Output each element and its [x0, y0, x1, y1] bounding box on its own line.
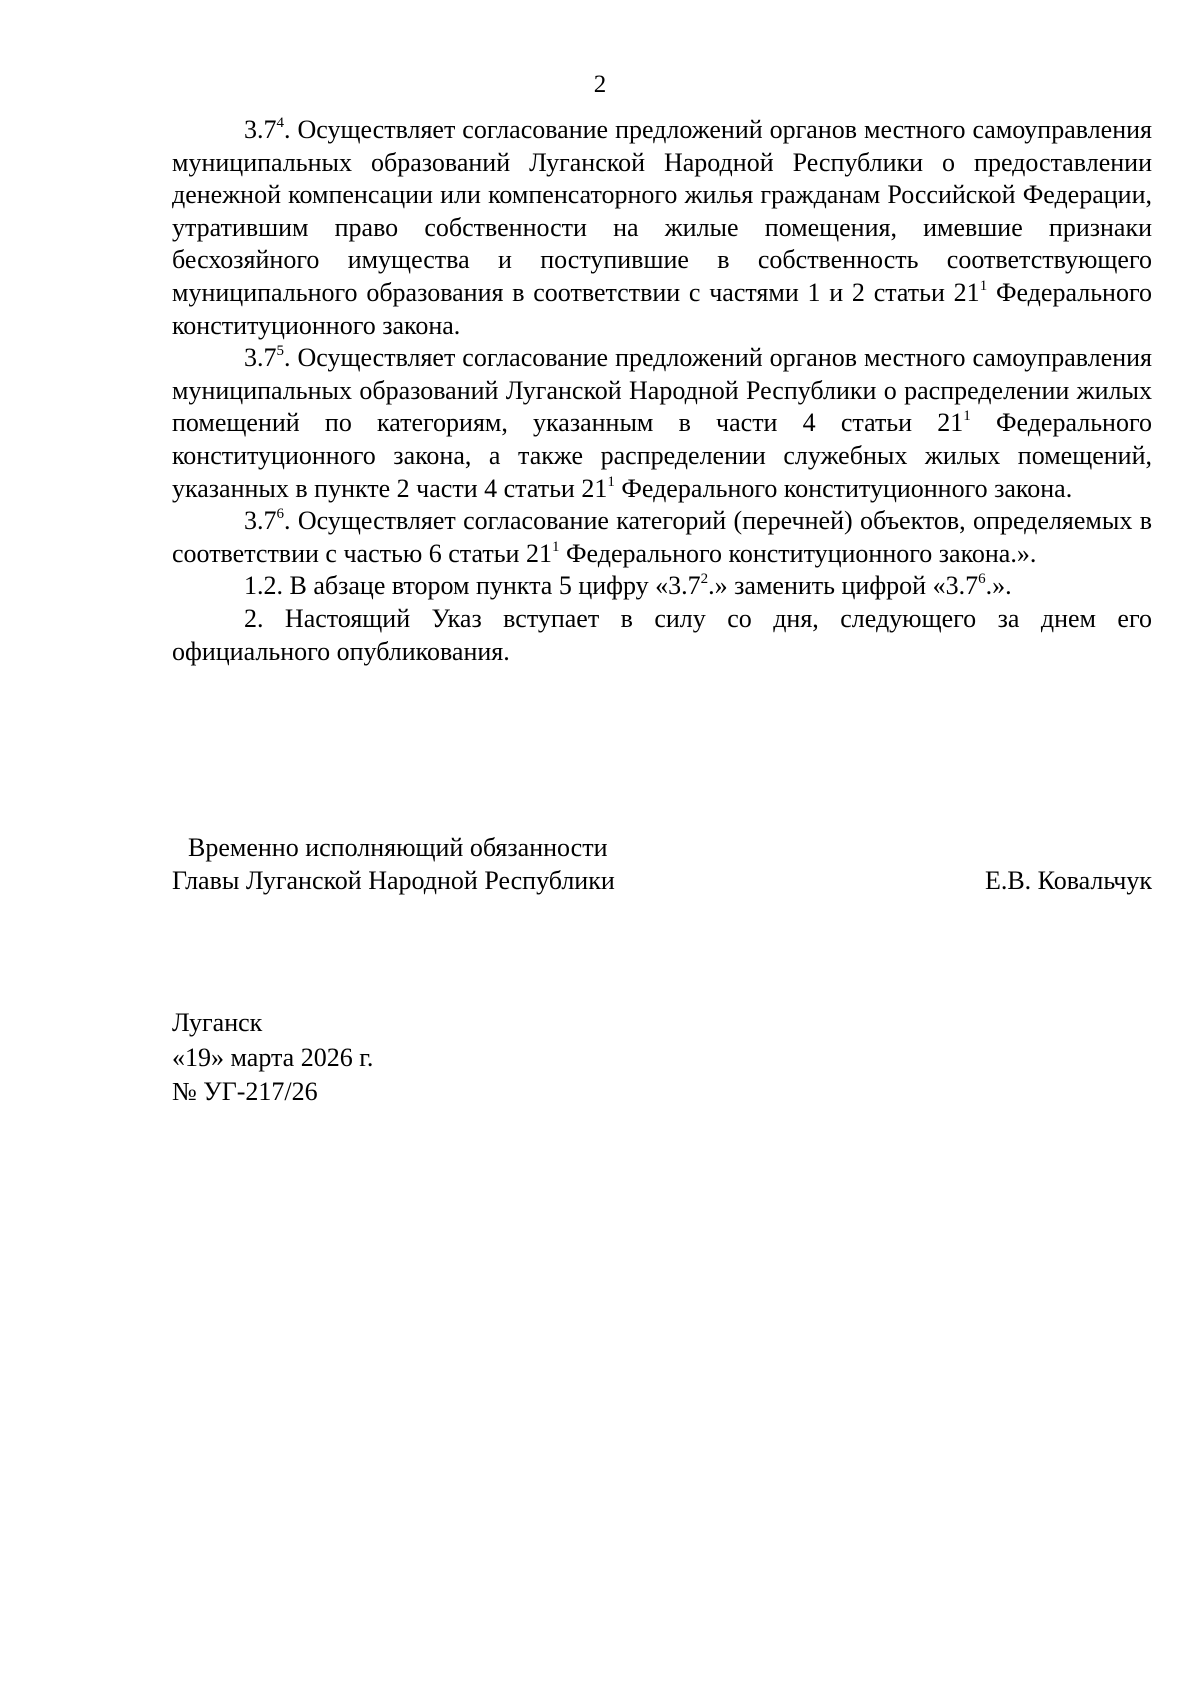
paragraph-text: 2. Настоящий Указ вступает в силу со дня, следующего за днем его официального опубликования.: [172, 603, 1152, 666]
page-number: 2: [593, 71, 607, 98]
clause-number: 3.7: [244, 343, 277, 373]
article-superscript: 1: [551, 538, 560, 555]
paragraph-text-tail: Федерального конституционного закона.: [172, 277, 1152, 340]
paragraph-3-7-5: [172, 342, 1152, 505]
paragraph-text: . Осуществляет согласование предложений органов местного самоуправления муниципальных образований Луганской Народной Республики о предоставлении денежной компенсации или компенсаторного жилья гражданам Российской Федерации, утратившим право собственности на жилые помещения, имевшие признаки бесхозяйного имущества и поступившие в собственность соответствующего муниципального образования в соответствии с частями 1 и 2 статьи 21: [172, 115, 1152, 307]
paragraph-2: [172, 603, 1152, 668]
paragraph-text: Федерального конституционного закона, а также распределении служебных жилых помещений, указанных в пункте 2 части 4 статьи 21: [172, 408, 1152, 503]
signatory-row: [172, 865, 1152, 898]
paragraph-text: . Осуществляет согласование категорий (перечней) объектов, определяемых в соответствии с частью 6 статьи 21: [172, 506, 1152, 568]
paragraph-text: .».: [985, 571, 1012, 601]
signature-block: [172, 832, 1152, 897]
clause-superscript: 6: [276, 506, 284, 523]
paragraph-text-tail: Федерального конституционного закона.».: [559, 538, 1037, 568]
document-number: № УГ-217/26: [172, 1077, 318, 1106]
article-superscript: 1: [979, 277, 988, 294]
superscript: 6: [978, 571, 986, 588]
document-date: «19» марта 2026 г.: [172, 1042, 374, 1072]
signatory-title-line2: Главы Луганской Народной Республики: [172, 865, 615, 895]
paragraph-text: . Осуществляет согласование предложений органов местного самоуправления муниципальных образований Луганской Народной Республики о распределении жилых помещений по категориям, указанным в части 4 статьи 21: [172, 343, 1152, 438]
article-superscript: 1: [963, 408, 971, 425]
paragraph-text: 1.2. В абзаце втором пункта 5 цифру «3.7: [244, 571, 701, 601]
paragraph-text: .» заменить цифрой «3.7: [708, 571, 979, 601]
paragraph-3-7-4: [172, 114, 1152, 342]
paragraph-3-7-6: [172, 505, 1152, 570]
document-footer: [172, 1006, 373, 1110]
city: Луганск: [172, 1008, 263, 1037]
document-body: [172, 114, 1152, 668]
article-superscript: 1: [607, 473, 615, 490]
signatory-name: Е.В. Ковальчук: [984, 865, 1152, 895]
clause-superscript: 4: [276, 115, 284, 131]
clause-superscript: 5: [276, 343, 284, 360]
superscript: 2: [700, 571, 709, 588]
clause-number: 3.7: [244, 115, 277, 144]
clause-number: 3.7: [244, 506, 277, 536]
paragraph-text-tail: Федерального конституционного закона.: [614, 473, 1073, 503]
paragraph-1-2: [172, 570, 1152, 603]
signatory-title-line1: Временно исполняющий обязанности: [188, 833, 608, 862]
